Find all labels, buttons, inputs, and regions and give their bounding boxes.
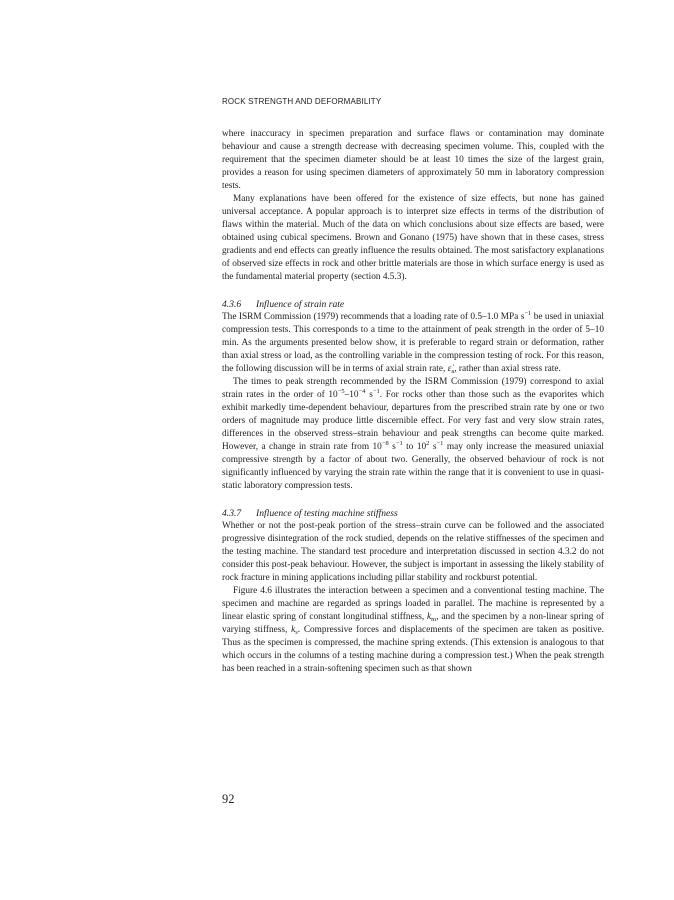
- section-title: Influence of testing machine stiffness: [256, 508, 398, 519]
- strain-rate-symbol: $\varepsiloṅ_a$: [447, 364, 455, 375]
- section-number: 4.3.6: [222, 299, 242, 310]
- section-number: 4.3.7: [222, 508, 242, 519]
- running-head: ROCK STRENGTH AND DEFORMABILITY: [222, 97, 382, 106]
- section-title: Influence of strain rate: [256, 299, 345, 310]
- paragraph: The ISRM Commission (1979) recommends that a loading rate of 0.5–1.0 MPa $s^{-1}$ be used in uniaxial compression tests. This corresponds to a time to the attainment of peak strength in the order of 5–10 min. As the arguments presented below show, it is preferable to regard strain or deformation, rather than axial stress or load, as the controlling variable in the compression testing of rock. For this reason, the following discussion will be in terms of axial strain rate, $\varepsiloṅ_a$, rather than axial stress rate.: [222, 310, 604, 375]
- machine-stiffness-symbol: $k_m$: [427, 612, 437, 623]
- section-heading-4-3-6: [222, 298, 604, 311]
- paragraph: The times to peak strength recommended by the ISRM Commission (1979) correspond to axial strain rates in the order of $10^{-5}-10^{-4}$ $s^{-1}$. For rocks other than those such as the evaporites which exhibit markedly time-dependent behaviour, departures from the prescribed strain rate by one or two orders of magnitude may produce little discernible effect. For very fast and very slow strain rates, differences in the observed stress–strain behaviour and peak strengths can become quite marked. However, a change in strain rate from $10^{-8}$ $s^{-1}$ to $10^2$ $s^{-1}$ may only increase the measured uniaxial compressive strength by a factor of about two. Generally, the observed behaviour of rock is not significantly influenced by varying the strain rate within the range that it is convenient to use in quasi-static laboratory compression tests.: [222, 377, 605, 491]
- specimen-stiffness-symbol: $k_s$: [291, 625, 298, 636]
- body-text: [222, 128, 604, 676]
- section-heading-4-3-7: [222, 507, 604, 520]
- paragraph: Whether or not the post-peak portion of the stress–strain curve can be followed and the associated progressive disintegration of the rock studied, depends on the relative stiffnesses of the specimen and the testing machine. The standard test procedure and interpretation discussed in section 4.3.2 do not consider this post-peak behaviour. However, the subject is important in assessing the likely stability of rock fracture in mining applications including pillar stability and rockburst potential.: [222, 521, 604, 583]
- paragraph: where inaccuracy in specimen preparation and surface flaws or contamination may dominate behaviour and cause a strength decrease with decreasing specimen volume. This, coupled with the requirement that the specimen diameter should be at least 10 times the size of the largest grain, provides a reason for using specimen diameters of approximately 50 mm in laboratory compression tests.: [222, 129, 604, 191]
- paragraph: Many explanations have been offered for the existence of size effects, but none has gained universal acceptance. A popular approach is to interpret size effects in terms of the distribution of flaws within the material. Much of the data on which conclusions about size effects are based, were obtained using cubical specimens. Brown and Gonano (1975) have shown that in these cases, stress gradients and end effects can greatly influence the results obtained. The most satisfactory explanations of observed size effects in rock and other brittle materials are those in which surface energy is used as the fundamental material property (section 4.5.3).: [222, 194, 604, 282]
- page-number: 92: [222, 792, 235, 806]
- paragraph: Figure 4.6 illustrates the interaction between a specimen and a conventional testing machine. The specimen and machine are regarded as springs loaded in parallel. The machine is represented by a linear elastic spring of constant longitudinal stiffness, $k_m$, and the specimen by a non-linear spring of varying stiffness, $k_s$. Compressive forces and displacements of the specimen are taken as positive. Thus as the specimen is compressed, the machine spring extends. (This extension is analogous to that which occurs in the columns of a testing machine during a compression test.) When the peak strength has been reached in a strain-softening specimen such as that shown: [222, 586, 604, 674]
